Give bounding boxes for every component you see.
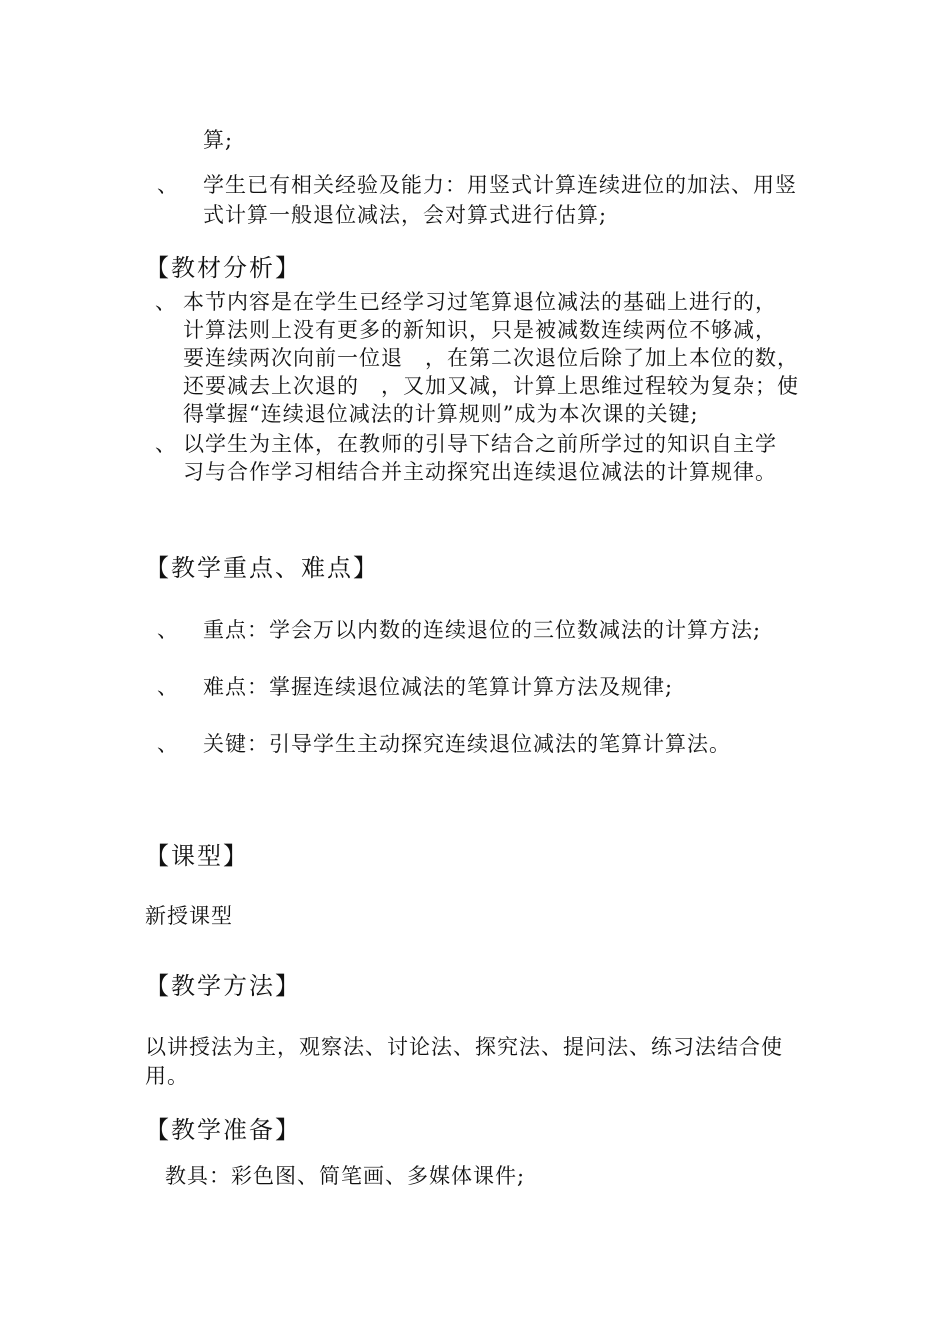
bullet-marker: 、 <box>157 732 178 756</box>
prior-knowledge-line-1: 学生已有相关经验及能力：用竖式计算连续进位的加法、用竖 <box>203 173 797 197</box>
bullet-marker: 、 <box>155 432 176 456</box>
keypoint-difficulty: 难点：掌握连续退位减法的笔算计算方法及规律; <box>203 675 674 699</box>
section-heading-method: 【教学方法】 <box>145 972 301 1000</box>
keypoint-key: 关键：引导学生主动探究连续退位减法的笔算计算法。 <box>203 732 731 756</box>
analysis-item1-line-4: 还要减去上次退的 ，又加又减，计算上思维过程较为复杂；使 <box>183 374 799 398</box>
section-heading-analysis: 【教材分析】 <box>145 254 301 282</box>
analysis-item1-line-3: 要连续两次向前一位退 ，在第二次退位后除了加上本位的数， <box>183 346 799 370</box>
analysis-item2-line-1: 以学生为主体，在教师的引导下结合之前所学过的知识自主学 <box>183 432 777 456</box>
analysis-item2-line-2: 习与合作学习相结合并主动探究出连续退位减法的计算规律。 <box>183 460 777 484</box>
bullet-marker: 、 <box>157 173 178 197</box>
continued-line: 算; <box>203 128 234 152</box>
bullet-marker: 、 <box>157 618 178 642</box>
keypoint-focus: 重点：学会万以内数的连续退位的三位数减法的计算方法; <box>203 618 762 642</box>
lesson-type-text: 新授课型 <box>145 904 233 928</box>
method-line-2: 用。 <box>145 1064 189 1088</box>
section-heading-prep: 【教学准备】 <box>145 1116 301 1144</box>
section-heading-lesson-type: 【课型】 <box>145 842 249 870</box>
method-line-1: 以讲授法为主，观察法、讨论法、探究法、提问法、练习法结合使 <box>145 1035 783 1059</box>
analysis-item1-line-5: 得掌握“连续退位减法的计算规则”成为本次课的关键; <box>183 402 699 426</box>
prior-knowledge-line-2: 式计算一般退位减法，会对算式进行估算; <box>203 203 608 227</box>
bullet-marker: 、 <box>155 290 176 314</box>
bullet-marker: 、 <box>157 675 178 699</box>
prep-text: 教具：彩色图、简笔画、多媒体课件; <box>165 1164 526 1188</box>
analysis-item1-line-2: 计算法则上没有更多的新知识，只是被减数连续两位不够减， <box>183 318 777 342</box>
section-heading-keypoints: 【教学重点、难点】 <box>145 554 379 582</box>
analysis-item1-line-1: 本节内容是在学生已经学习过笔算退位减法的基础上进行的， <box>183 290 777 314</box>
